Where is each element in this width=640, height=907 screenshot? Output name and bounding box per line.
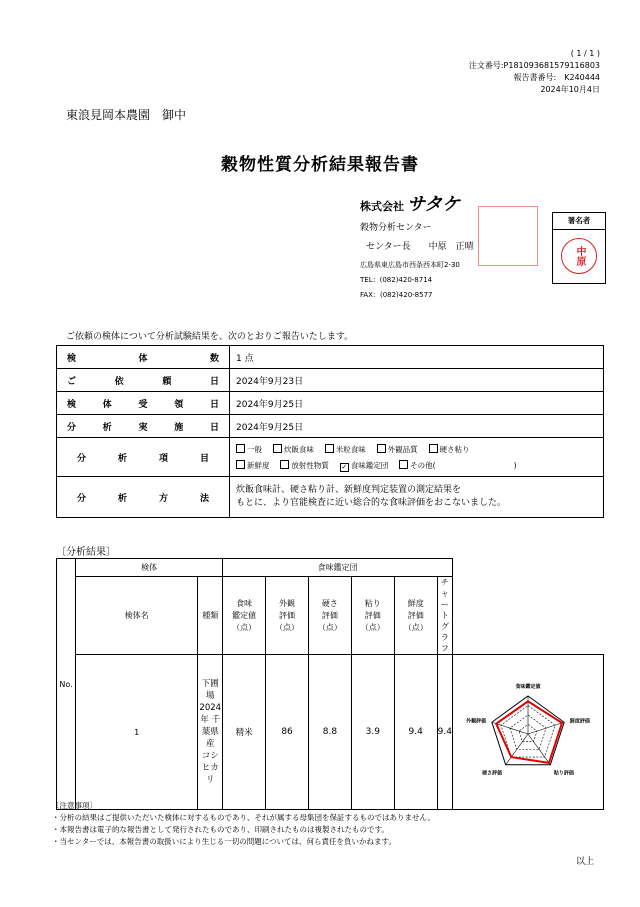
option-kanteidan[interactable]: ✓ 食味鑑定団 xyxy=(341,461,389,471)
report-header xyxy=(469,48,600,96)
recipient: 東浪見岡本農園 御中 xyxy=(66,108,187,122)
group-sample: 検体 xyxy=(75,559,222,577)
company-fax: FAX：(082)420-8577 xyxy=(360,291,433,299)
checkmark-icon: ✓ xyxy=(341,463,348,471)
group-kanteidan: 食味鑑定団 xyxy=(223,559,453,577)
option-freshness[interactable]: 新鮮度 xyxy=(236,458,270,473)
radar-axis-label-0: 食味鑑定値 xyxy=(515,684,541,690)
report-date: 2024年10月4日 xyxy=(540,85,600,94)
signer-label: 署名者 xyxy=(553,213,605,230)
option-appearance[interactable]: 外観品質 xyxy=(377,442,418,457)
signer-seal: 中原 xyxy=(561,238,597,274)
row-requested-date: ご 依 頼 日 2024年9月23日 xyxy=(57,369,604,392)
col-chart: チャートグラフ xyxy=(437,577,452,655)
received-date-value: 2024年9月25日 xyxy=(230,392,604,415)
col-stickiness: 粘り 評価 （点） xyxy=(351,577,394,655)
analysis-options xyxy=(230,438,604,477)
company-name-prefix: 株式会社 xyxy=(360,200,404,213)
radar-axis-label-1: 鮮度評価 xyxy=(569,718,590,725)
company-address: 広島県東広島市西条西本町2-30 xyxy=(360,261,460,269)
intro-text: ご依頼の検体について分析試験結果を、次のとおりご報告いたします。 xyxy=(66,332,354,342)
option-radioactive[interactable]: 放射性物質 xyxy=(280,458,329,473)
company-tel: TEL：(082)420-8714 xyxy=(360,276,433,284)
row-analysis-date: 分 析 実 施 日 2024年9月25日 xyxy=(57,415,604,438)
option-grain-taste[interactable]: 米粒食味 xyxy=(325,442,366,457)
row-analysis-items: 分 析 項 目 一般 炊飯食味 米粒食味 外観品質 硬さ粘り 新鮮度 放射性物質 ✓ 食味鑑定団 その他( ) xyxy=(57,438,604,477)
hardness-value: 3.9 xyxy=(351,655,394,810)
page-count: ( 1 / 1 ) xyxy=(570,49,600,58)
col-type: 種類 xyxy=(198,577,223,655)
company-center: 穀物分析センター xyxy=(360,223,432,233)
note-line-3: ・当センターでは、本報告書の取扱いにより生じる一切の問題については、何ら責任を負いかねます。 xyxy=(52,837,396,846)
col-freshness: 鮮度 評価 （点） xyxy=(394,577,437,655)
radar-axis-label-4: 外観評価 xyxy=(466,718,487,725)
sample-name: 下圃場 2024年 千葉県産 コシヒカリ xyxy=(198,655,223,810)
row-received-date: 検 体 受 領 日 2024年9月25日 xyxy=(57,392,604,415)
radar-chart-cell xyxy=(453,655,604,810)
note-line-2: ・本報告書は電子的な報告書として発行されたものであり、印刷されたものは複製されたものです。 xyxy=(52,825,389,834)
taste-score-value: 86 xyxy=(266,655,309,810)
option-cooked-taste[interactable]: 炊飯食味 xyxy=(273,442,314,457)
analysis-date-value: 2024年9月25日 xyxy=(230,415,604,438)
row-analysis-method: 分 析 方 法 炊飯食味計、硬さ粘り計、新鮮度判定装置の測定結果を もとに、より官能検査に近い総合的な食味評価をおこないました。 xyxy=(57,477,604,518)
radar-axis-label-3: 硬さ評価 xyxy=(482,770,503,777)
row-no: 1 xyxy=(75,655,197,810)
sample-count-value: 1 点 xyxy=(230,346,604,369)
company-seal-stamp xyxy=(478,206,538,266)
col-sample-name: 検体名 xyxy=(75,577,197,655)
radar-axis-label-2: 粘り評価 xyxy=(553,770,574,777)
col-no: No. xyxy=(57,559,76,810)
row-sample-count: 検 体 数 1 点 xyxy=(57,346,604,369)
col-taste-score: 食味 鑑定値 （点） xyxy=(223,577,266,655)
page-title: 穀物性質分析結果報告書 xyxy=(221,155,419,175)
company-logo: サタケ xyxy=(407,194,461,215)
company-head: センター長 中原 正晴 xyxy=(366,242,474,252)
appearance-value: 8.8 xyxy=(308,655,351,810)
freshness-value: 9.4 xyxy=(437,655,452,810)
requested-date-value: 2024年9月23日 xyxy=(230,369,604,392)
signer-box xyxy=(552,212,606,284)
results-title: 〔分析結果〕 xyxy=(56,547,116,558)
order-number: 注文番号:P181093681579116803 xyxy=(468,61,600,70)
report-number: 報告書番号: K240444 xyxy=(513,73,600,82)
note-line-1: ・分析の結果はご提供いただいた検体に対するものであり、それが属する母集団を保証するものではありません。 xyxy=(52,813,435,822)
option-other[interactable]: その他( ) xyxy=(399,458,516,473)
info-table xyxy=(56,345,604,518)
notes-title: 〔注意事項〕 xyxy=(52,801,97,810)
option-hardness[interactable]: 硬さ粘り xyxy=(429,442,470,457)
col-hardness: 硬さ 評価 （点） xyxy=(308,577,351,655)
results-table xyxy=(56,558,604,810)
end-mark: 以上 xyxy=(576,857,595,867)
stickiness-value: 9.4 xyxy=(394,655,437,810)
radar-series-line xyxy=(496,701,562,763)
sample-type: 精米 xyxy=(223,655,266,810)
radar-chart xyxy=(453,671,603,791)
table-row xyxy=(57,655,604,810)
col-appearance: 外観 評価 （点） xyxy=(266,577,309,655)
notes-section xyxy=(52,800,435,848)
option-general[interactable]: 一般 xyxy=(236,442,262,457)
analysis-method-value: 炊飯食味計、硬さ粘り計、新鮮度判定装置の測定結果を もとに、より官能検査に近い総合的な食味評価をおこないました。 xyxy=(230,477,604,518)
